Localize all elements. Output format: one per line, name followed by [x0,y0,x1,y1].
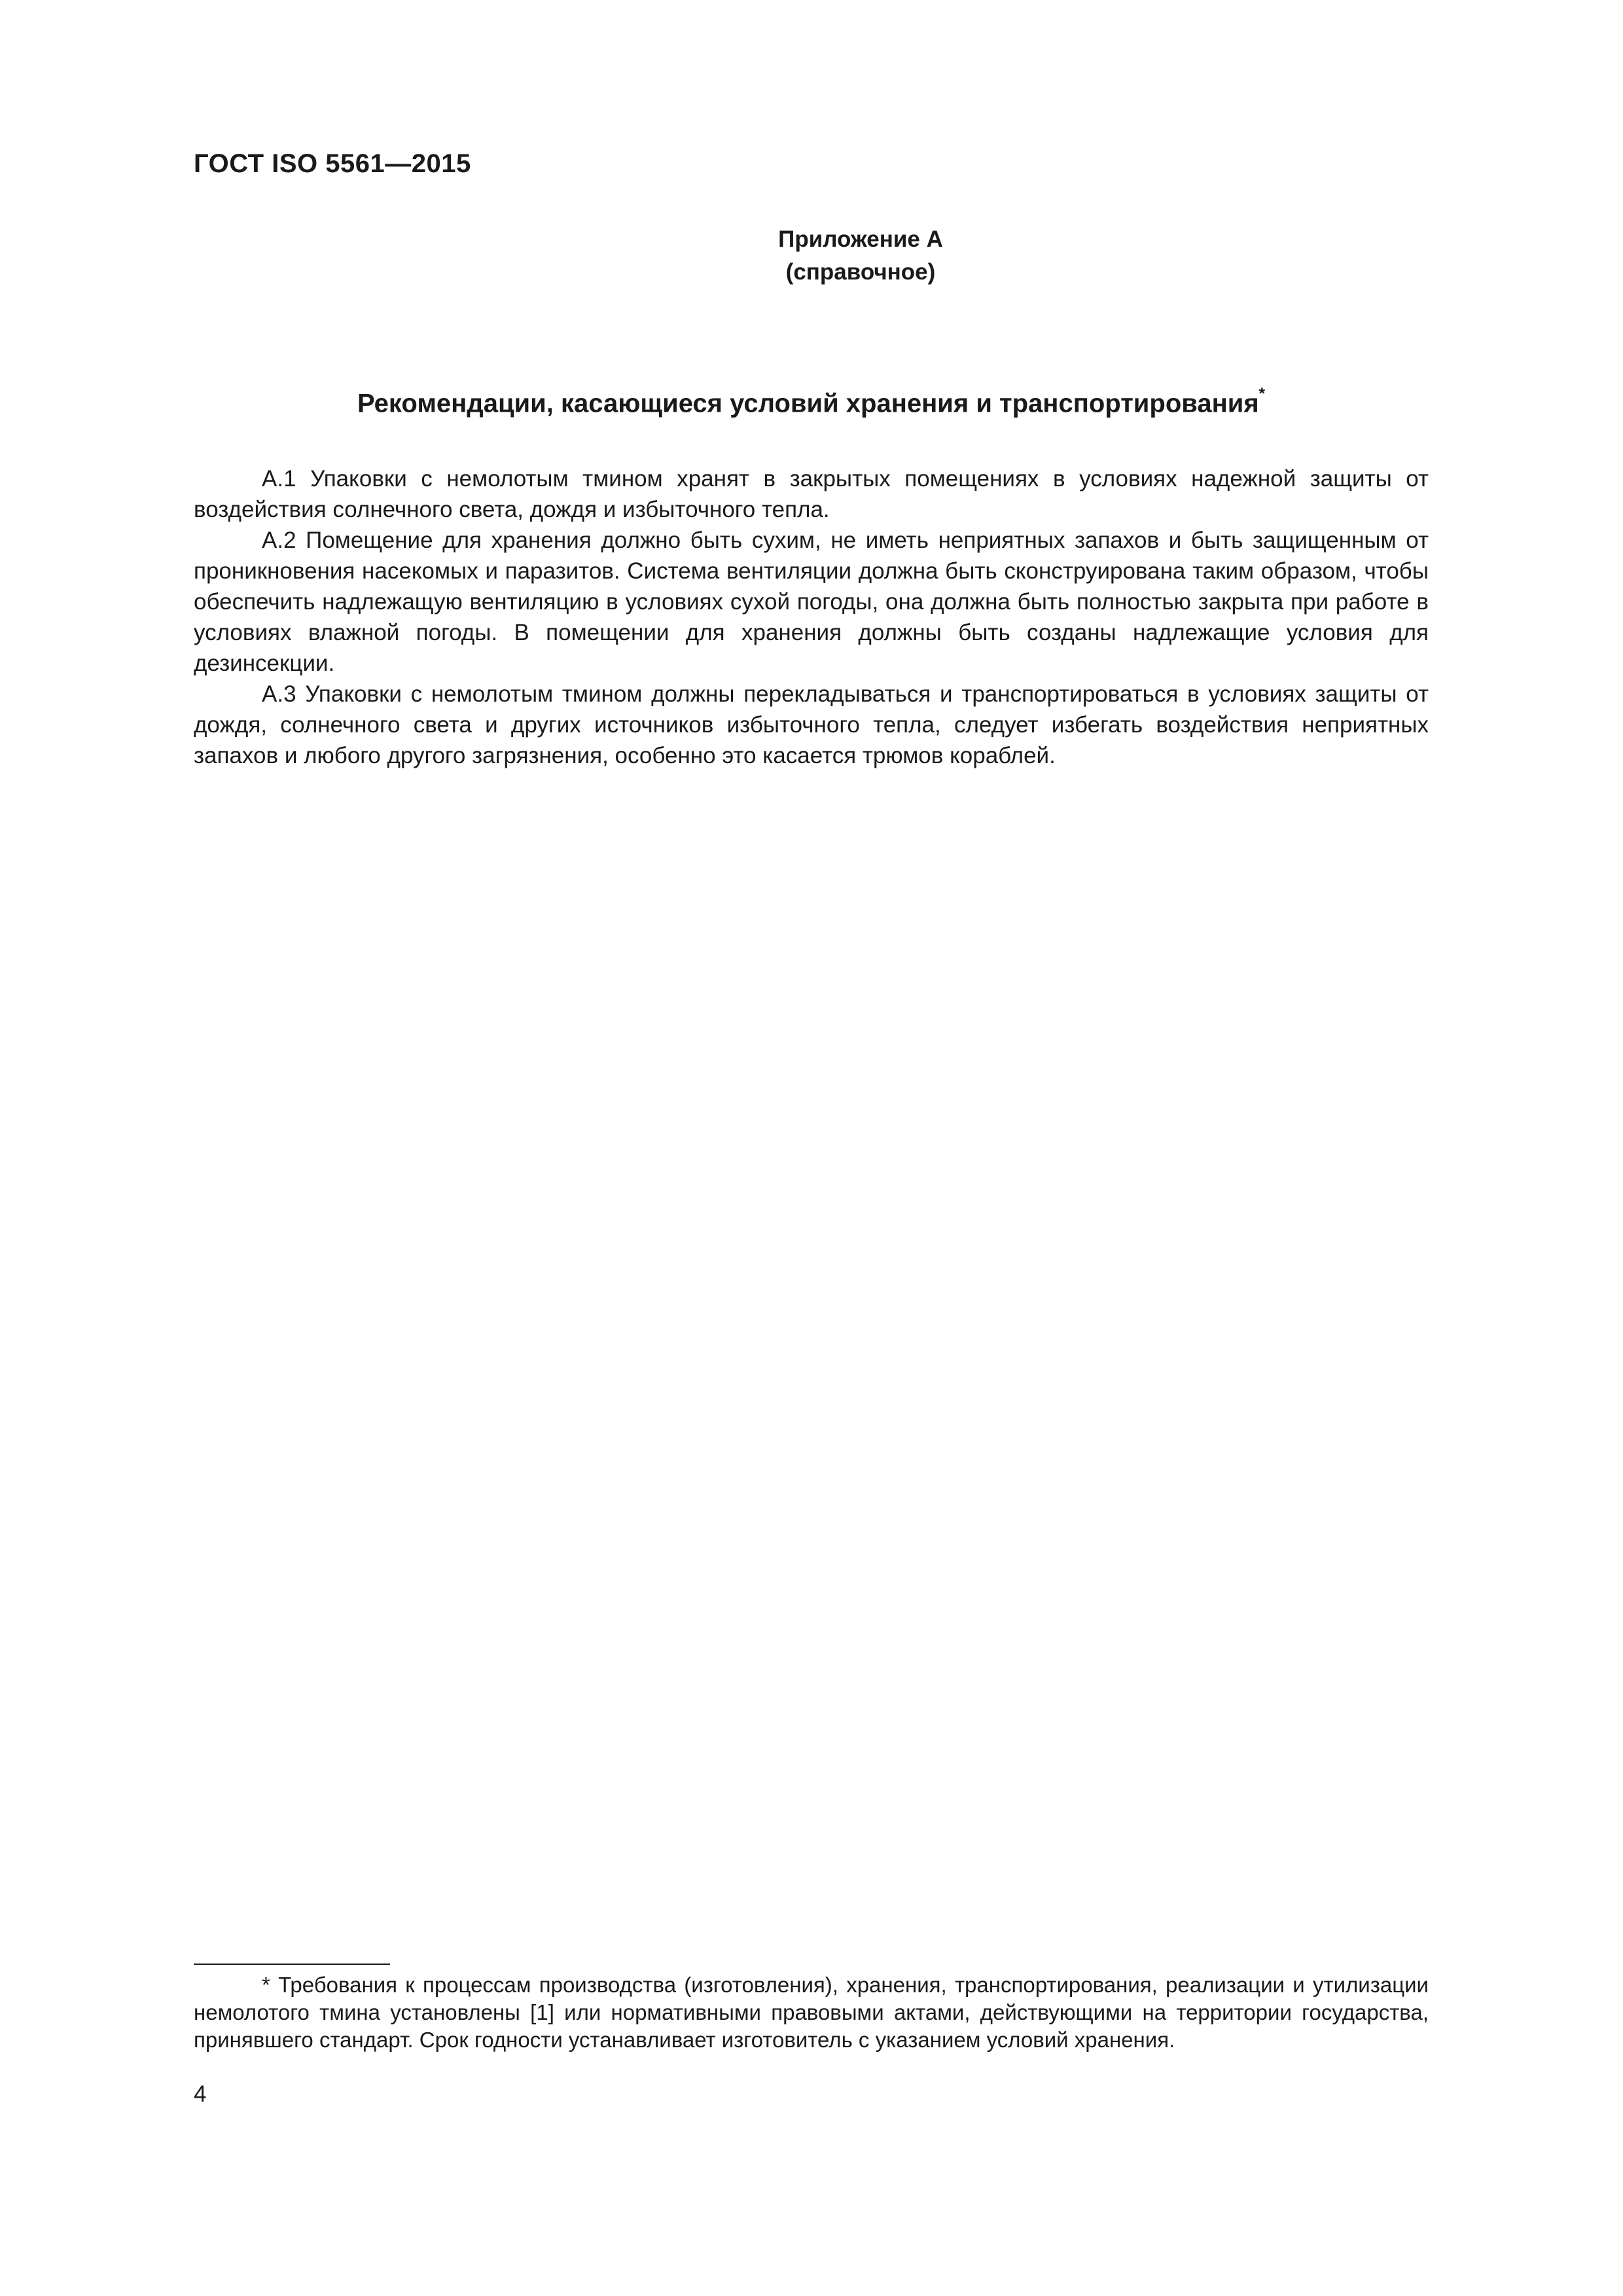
paragraph-a1: А.1 Упаковки с немолотым тмином хранят в закрытых помещениях в условиях надежной защиты от воздействия солнечного света, дождя и избыточного тепла. [194,466,1429,522]
paragraph-a3: А.3 Упаковки с немолотым тмином должны перекладываться и транспортироваться в условиях защиты от дождя, солнечного света и других источников избыточного тепла, следует избегать воздействия неприятных запахов и любого другого загрязнения, особенно это касается трюмов кораблей. [194,681,1429,768]
annex-subtitle: (справочное) [785,259,936,285]
standard-code: ГОСТ ISO 5561—2015 [194,149,471,178]
annex-title: Приложение А [778,226,943,252]
paragraph-a2: А.2 Помещение для хранения должно быть сухим, не иметь неприятных запахов и быть защищенным от проникновения насекомых и паразитов. Система вентиляции должна быть сконструирована таким образом, чтобы обеспечить надлежащую вентиляцию в условиях сухой погоды, она должна быть полностью закрыта при работе в условиях влажной погоды. В помещении для хранения должны быть созданы надлежащие условия для дезинсекции. [194,528,1429,676]
section-title [194,385,1429,418]
page-number: 4 [194,2081,207,2107]
footnote-mark: * [1258,385,1266,403]
body-text [194,463,1429,771]
section-title-text: Рекомендации, касающиеся условий хранения и транспортирования [357,389,1259,418]
footnote-text: * Требования к процессам производства (изготовления), хранения, транспортирования, реализации и утилизации немолотого тмина установлены [1] или нормативными правовыми актами, действующими на территории государства, принявшего стандарт. Срок годности устанавливает изготовитель с указанием условий хранения. [194,1973,1429,2052]
footnote-divider [194,1964,390,1965]
footnote [194,1971,1429,2054]
